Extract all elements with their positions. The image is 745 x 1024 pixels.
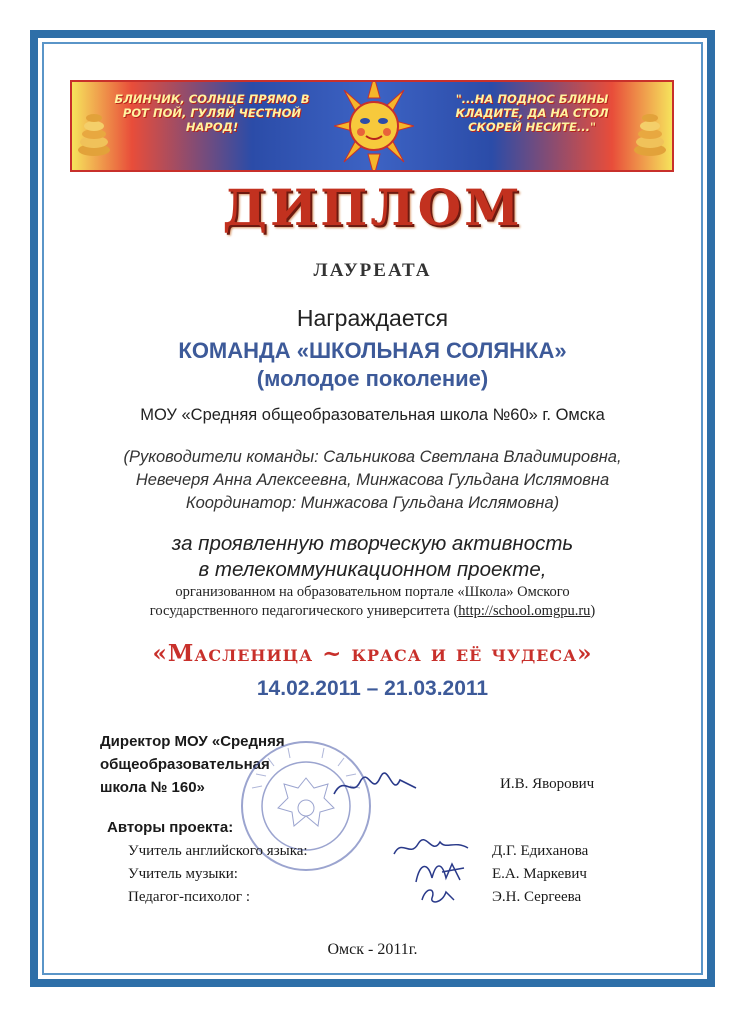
portal-prefix: государственного педагогического университета ( (149, 603, 459, 619)
activity-line: в телекоммуникационном проекте, (198, 558, 547, 581)
sun-face-icon (334, 80, 414, 172)
samovar-icon (632, 98, 668, 158)
project-name: «Масленица ~ краса и её чудеса» (152, 640, 593, 667)
author-signature-icon (392, 836, 470, 860)
diploma-title: ДИПЛОМ (222, 178, 523, 237)
team-leaders (0, 446, 745, 515)
leaders-line: Координатор: Минжасова Гульдана Ислямовна) (185, 494, 560, 512)
portal-suffix: ) (590, 603, 596, 619)
activity-text (0, 531, 745, 583)
author-role: Педагог-психолог : (128, 889, 251, 905)
author-role: Учитель музыки: (128, 866, 238, 882)
director-line: общеобразовательная (100, 756, 270, 773)
activity-line: за проявленную творческую активность (171, 532, 574, 555)
author-name: Е.А. Маркевич (492, 866, 587, 882)
team-note: (молодое поколение) (256, 366, 489, 391)
banner-right-text: "...НА ПОДНОС БЛИНЫ КЛАДИТЕ, ДА НА СТОЛ СКОРЕЙ НЕСИТЕ..." (455, 92, 609, 134)
leaders-line: (Руководители команды: Сальникова Светлана Владимировна, (123, 448, 622, 466)
director-line: школа № 160» (100, 779, 205, 796)
portal-link[interactable]: http://school.omgpu.ru (458, 603, 591, 619)
portal-line: организованном на образовательном портале «Школа» Омского (175, 584, 570, 600)
director-signature-icon (330, 768, 420, 804)
team-name: КОМАНДА «ШКОЛЬНАЯ СОЛЯНКА» (178, 338, 567, 363)
laureate-subtitle: ЛАУРЕАТА (313, 260, 432, 281)
author-signature-icon (418, 884, 458, 906)
director-name: И.В. Яворович (500, 776, 595, 792)
header-banner (70, 80, 674, 172)
author-signature-icon (412, 858, 468, 886)
pancake-stack-icon (76, 98, 112, 158)
school-name: МОУ «Средняя общеобразовательная школа №60» г. Омска (140, 406, 605, 424)
city-year: Омск - 2011г. (327, 941, 418, 958)
authors-title: Авторы проекта: (107, 819, 234, 836)
director-line: Директор МОУ «Средняя (100, 733, 285, 750)
banner-left-text: БЛИНЧИК, СОЛНЦЕ ПРЯМО В РОТ ПОЙ, ГУЛЯЙ ЧЕСТНОЙ НАРОД! (114, 92, 310, 134)
author-role: Учитель английского языка: (128, 843, 308, 859)
author-name: Э.Н. Сергеева (492, 889, 582, 905)
awarded-label: Награждается (296, 305, 449, 331)
leaders-line: Невечеря Анна Алексеевна, Минжасова Гульдана Ислямовна (135, 471, 610, 489)
project-dates: 14.02.2011 – 21.03.2011 (256, 677, 489, 700)
portal-text (0, 583, 745, 621)
author-name: Д.Г. Едиханова (492, 843, 589, 859)
portal-line (0, 602, 745, 621)
